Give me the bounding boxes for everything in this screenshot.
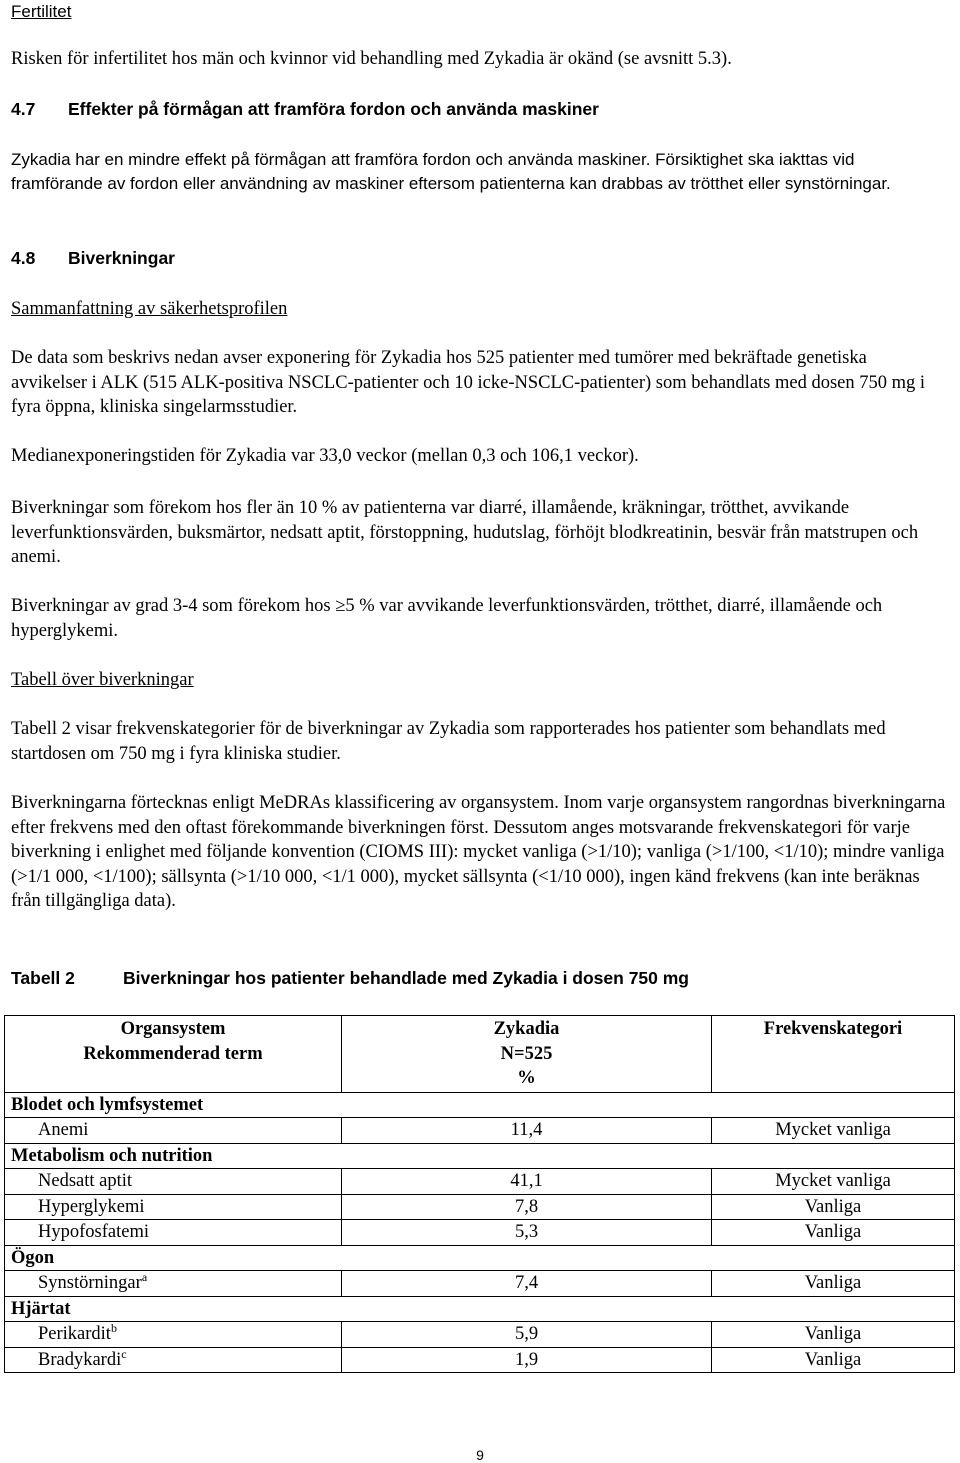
paragraph-common-adverse: Biverkningar som förekom hos fler än 10 % av patienterna var diarré, illamående, kräkningar, trötthet, avvikande leverfunktionsvärden, buksmärtor, nedsatt aptit, förstoppning, hudutslag, förhöjt blodkreatinin, besvär från matstrupen och anemi.	[11, 498, 919, 567]
paragraph-meddra: Biverkningarna förtecknas enligt MeDRAs klassificering av organsystem. Inom varje organsystem rangordnas biverkningarna efter frekvens med den oftast förekommande biverkningen först. Dessutom anges motsvarande frekvenskategori för varje biverkning i enlighet med följande konvention (CIOMS III): mycket vanliga (>1/10); vanliga (>1/100, <1/10); mindre vanliga (>1/1 000, <1/100); sällsynta (>1/10 000, <1/1 000), mycket sällsynta (<1/10 000), ingen känd frekvens (kan inte beräknas från tillgängliga data).	[11, 793, 946, 911]
group-blood: Blodet och lymfsystemet	[5, 1092, 955, 1118]
section-4-7-text: Zykadia har en mindre effekt på förmågan att framföra fordon och använda maskiner. Försiktighet ska iakttas vid framförande av fordon eller användning av maskiner eftersom patienterna kan drabbas av trötthet eller synstörningar.	[11, 150, 891, 193]
group-eyes: Ögon	[5, 1245, 955, 1271]
term-hyperglycemia: Hyperglykemi	[5, 1194, 342, 1220]
group-row	[5, 1245, 955, 1271]
table-row	[5, 1169, 955, 1195]
header-zykadia-line3: %	[517, 1068, 536, 1088]
value-decreased-appetite: 41,1	[342, 1169, 712, 1195]
value-vision-disorders: 7,4	[342, 1271, 712, 1297]
page-number: 9	[476, 1447, 484, 1463]
header-frequency	[712, 1016, 955, 1093]
value-anemia: 11,4	[342, 1118, 712, 1144]
header-zykadia	[342, 1016, 712, 1093]
table-row	[5, 1347, 955, 1373]
header-organ-system	[5, 1016, 342, 1093]
group-row	[5, 1092, 955, 1118]
header-organ-line1: Organsystem	[120, 1019, 226, 1039]
section-4-8-heading	[11, 246, 946, 271]
frequency-hypophosphatemia: Vanliga	[712, 1220, 955, 1246]
section-4-7-heading	[11, 97, 946, 122]
table-row	[5, 1194, 955, 1220]
footnote-b: b	[110, 1321, 117, 1335]
adverse-reactions-table	[4, 1015, 955, 1373]
value-bradycardia: 1,9	[342, 1347, 712, 1373]
table-section-heading: Tabell över biverkningar	[11, 670, 194, 690]
term-bradycardia-text: Bradykardi	[38, 1349, 122, 1370]
header-organ-line2: Rekommenderad term	[83, 1043, 263, 1064]
term-vision-disorders	[5, 1271, 342, 1297]
value-hyperglycemia: 7,8	[342, 1194, 712, 1220]
group-heart: Hjärtat	[5, 1296, 955, 1322]
term-bradycardia	[5, 1347, 342, 1373]
value-hypophosphatemia: 5,3	[342, 1220, 712, 1246]
group-row	[5, 1143, 955, 1169]
term-anemia: Anemi	[5, 1118, 342, 1144]
frequency-vision-disorders: Vanliga	[712, 1271, 955, 1297]
fertility-text: Risken för infertilitet hos män och kvinnor vid behandling med Zykadia är okänd (se avsnitt 5.3).	[11, 49, 732, 69]
frequency-hyperglycemia: Vanliga	[712, 1194, 955, 1220]
section-4-8-title: Biverkningar	[68, 248, 175, 268]
frequency-bradycardia: Vanliga	[712, 1347, 955, 1373]
header-zykadia-line2: N=525	[500, 1043, 553, 1064]
paragraph-table-intro: Tabell 2 visar frekvenskategorier för de biverkningar av Zykadia som rapporterades hos patienter som behandlats med startdosen om 750 mg i fyra kliniska studier.	[11, 719, 886, 764]
frequency-pericarditis: Vanliga	[712, 1322, 955, 1348]
section-4-8-number: 4.8	[11, 248, 36, 268]
table-row	[5, 1220, 955, 1246]
group-row	[5, 1296, 955, 1322]
fertility-heading: Fertilitet	[11, 2, 72, 21]
term-vision-disorders-text: Synstörningar	[38, 1273, 142, 1293]
frequency-anemia: Mycket vanliga	[712, 1118, 955, 1144]
term-pericarditis-text: Perikardit	[38, 1324, 111, 1344]
table-header-row	[5, 1016, 955, 1093]
paragraph-grade-3-4: Biverkningar av grad 3-4 som förekom hos ≥5 % var avvikande leverfunktionsvärden, trötthet, diarré, illamående och hyperglykemi.	[11, 596, 883, 641]
group-metabolism: Metabolism och nutrition	[5, 1143, 955, 1169]
paragraph-exposure: De data som beskrivs nedan avser exponering för Zykadia hos 525 patienter med tumörer med bekräftade genetiska avvikelser i ALK (515 ALK-positiva NSCLC-patienter och 10 icke-NSCLC-patienter) som behandlats med dosen 750 mg i fyra öppna, kliniska singelarmsstudier.	[11, 348, 926, 417]
footnote-a: a	[141, 1270, 148, 1284]
header-zykadia-line1: Zykadia	[493, 1019, 560, 1039]
summary-heading: Sammanfattning av säkerhetsprofilen	[11, 299, 288, 319]
footnote-c: c	[121, 1346, 127, 1361]
frequency-decreased-appetite: Mycket vanliga	[712, 1169, 955, 1195]
table-title: Biverkningar hos patienter behandlade med Zykadia i dosen 750 mg	[123, 968, 689, 988]
term-pericarditis	[5, 1322, 342, 1348]
term-hypophosphatemia: Hypofosfatemi	[5, 1220, 342, 1246]
section-4-7-title: Effekter på förmågan att framföra fordon och använda maskiner	[68, 99, 599, 119]
paragraph-median-exposure: Medianexponeringstiden för Zykadia var 33,0 veckor (mellan 0,3 och 106,1 veckor).	[11, 446, 639, 466]
table-caption	[11, 966, 946, 991]
table-row	[5, 1322, 955, 1348]
value-pericarditis: 5,9	[342, 1322, 712, 1348]
term-decreased-appetite: Nedsatt aptit	[5, 1169, 342, 1195]
header-frequency-label: Frekvenskategori	[763, 1019, 903, 1039]
table-label: Tabell 2	[11, 968, 75, 988]
table-row	[5, 1271, 955, 1297]
section-4-7-number: 4.7	[11, 99, 36, 119]
table-row	[5, 1118, 955, 1144]
